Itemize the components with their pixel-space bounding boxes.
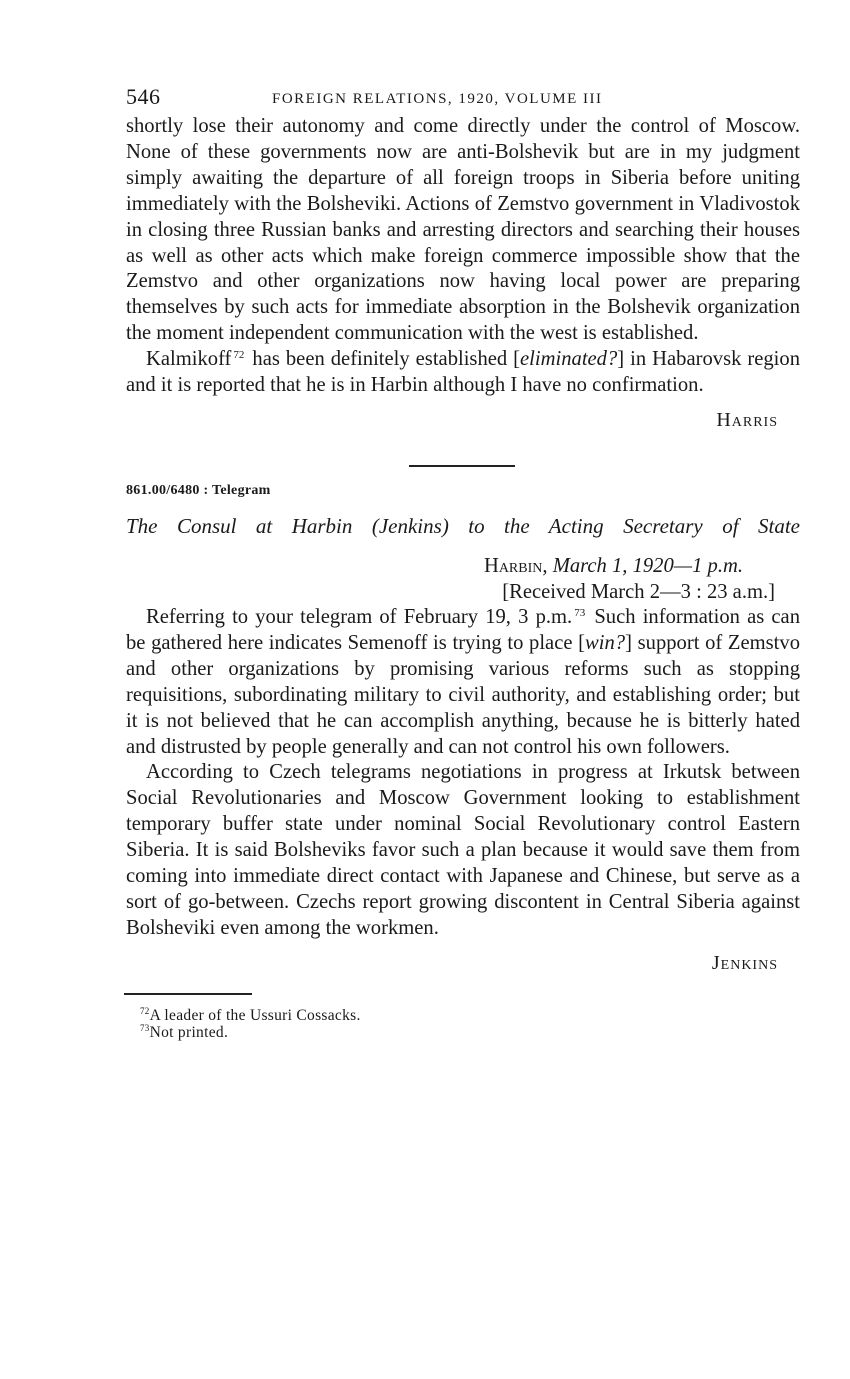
footnote-ref-72: 72: [233, 349, 245, 362]
received-note: [Received March 2—3 : 23 a.m.]: [502, 580, 775, 603]
footnote-mark: 73: [140, 1022, 150, 1033]
footnote-ref-73: 73: [574, 606, 586, 619]
harris-paragraph-1: shortly lose their autonomy and come directly under the control of Moscow. None of these governments now are anti-Bolshevik but are in my judgment simply awaiting the departure of all foreign troops in Siberia before uniting immediately with the Bolsheviki. Actions of Zemstvo government in Vladivostok in closing three Russian banks and arresting directors and searching their houses as well as other acts which make foreign commerce impossible show that the Zemstvo and other organizations now having local power are preparing themselves by such acts for immediate absorption in the Bolshevik organization the moment independent communication with the west is established.: [126, 115, 800, 345]
file-reference: 861.00/6480 : Telegram: [126, 482, 271, 498]
jenkins-paragraph-1: [126, 605, 800, 760]
dateline-place: Harbin,: [483, 554, 548, 577]
jenkins-paragraph-1-end: ] support of Zemstvo and other organizations by promising various reforms such as stopping requisitions, subordinating military to civil authority, and establishing order; but it is not believed that he can accomplish anything, because he is bitterly hated and distrusted by people generally and can not control his own followers.: [126, 631, 800, 758]
document-separator: [409, 465, 515, 467]
harris-paragraph-2-mid: has been definitely established [: [246, 348, 521, 371]
document-title: The Consul at Harbin (Jenkins) to the Acting Secretary of State: [126, 513, 800, 538]
jenkins-paragraph-1-mid: Such information as can be gathered here indicates Semenoff is trying to place [: [126, 605, 800, 654]
harris-paragraph-2: [126, 347, 800, 399]
volume-title: FOREIGN RELATIONS, 1920, VOLUME III: [272, 91, 603, 107]
footnote-73: [140, 1024, 800, 1041]
editorial-correction: eliminated?: [520, 348, 618, 371]
jenkins-paragraph-1-start: Referring to your telegram of February 19, 3 p.m.: [146, 605, 573, 628]
footnote-text: A leader of the Ussuri Cossacks.: [149, 1006, 361, 1024]
footnote-rule: [124, 993, 252, 995]
dateline: [126, 553, 743, 579]
signature-jenkins: Jenkins: [711, 951, 778, 974]
running-header: [126, 84, 800, 114]
footnote-72: [140, 1007, 800, 1024]
footnotes: [140, 1007, 800, 1041]
page-number: 546: [126, 84, 161, 109]
harris-paragraph-2-end: ] in Habarovsk region and it is reported that he is in Harbin although I have no confirmation.: [126, 348, 800, 397]
document-page: [126, 84, 800, 1041]
footnote-mark: 72: [140, 1005, 150, 1016]
harris-paragraph-2-start: Kalmikoff: [146, 348, 232, 371]
signature-harris: Harris: [716, 408, 778, 431]
footnote-text: Not printed.: [149, 1023, 229, 1041]
dateline-date: March 1, 1920—1 p.m.: [547, 554, 743, 577]
jenkins-paragraph-2: According to Czech telegrams negotiations in progress at Irkutsk between Social Revolutionaries and Moscow Government looking to establishment temporary buffer state under nominal Social Revolutionary control Eastern Siberia. It is said Bolsheviks favor such a plan because it would save them from coming into immediate direct contact with Japanese and Chinese, but serve as a sort of go-between. Czechs report growing discontent in Central Siberia against Bolsheviki even among the workmen.: [126, 761, 800, 939]
editorial-correction: win?: [585, 631, 626, 654]
